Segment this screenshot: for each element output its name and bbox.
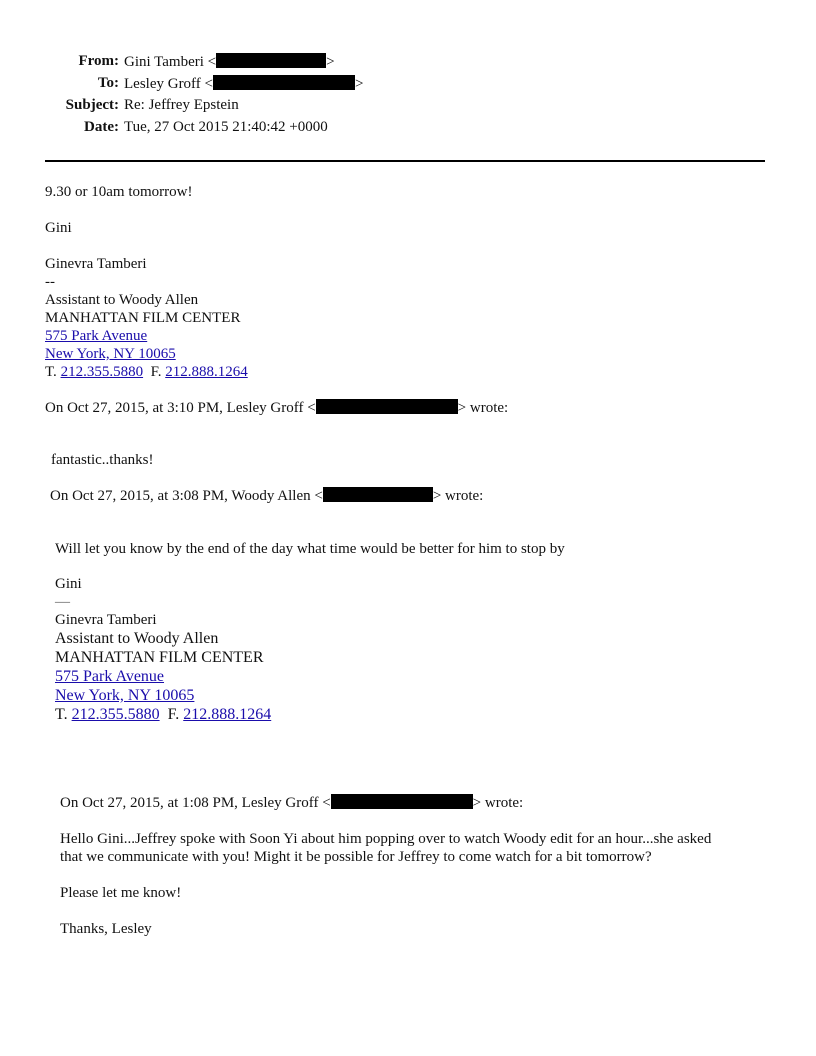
to-label: To: xyxy=(97,75,119,91)
to-close: > xyxy=(355,76,364,92)
quote-intro xyxy=(45,399,508,417)
sig-dash: -- xyxy=(45,274,55,290)
fax-label: F. xyxy=(150,364,162,380)
fax-label: F. xyxy=(167,706,180,723)
sig-address-link[interactable]: 575 Park Avenue xyxy=(55,668,165,685)
sig-city-link[interactable]: New York, NY 10065 xyxy=(55,687,195,704)
sig-name: Ginevra Tamberi xyxy=(55,612,157,628)
quote-intro-text: On Oct 27, 2015, at 1:08 PM, Lesley Groff < xyxy=(60,795,331,811)
date-row xyxy=(0,119,816,137)
sig-address-link[interactable]: 575 Park Avenue xyxy=(45,328,148,344)
sig-name: Ginevra Tamberi xyxy=(45,256,147,272)
quote-body-line: Hello Gini...Jeffrey spoke with Soon Yi about him popping over to watch Woody edit for an hour...she asked xyxy=(60,831,712,847)
from-value: Gini Tamberi < xyxy=(124,54,217,70)
message-body: 9.30 or 10am tomorrow! xyxy=(45,184,193,200)
signoff: Gini xyxy=(45,220,72,236)
subject-row xyxy=(0,97,816,115)
date-value: Tue, 27 Oct 2015 21:40:42 +0000 xyxy=(124,119,328,135)
from-close: > xyxy=(326,54,335,70)
redaction-bar xyxy=(216,53,326,68)
quote-body: Will let you know by the end of the day what time would be better for him to stop by xyxy=(55,541,565,557)
redaction-bar xyxy=(331,794,473,809)
from-row xyxy=(0,53,816,71)
quote-intro-text: On Oct 27, 2015, at 3:10 PM, Lesley Groff < xyxy=(45,400,316,416)
quote-intro-text: On Oct 27, 2015, at 3:08 PM, Woody Allen < xyxy=(50,488,323,504)
quote-body-line: that we communicate with you! Might it be possible for Jeffrey to come watch for a bit tomorrow? xyxy=(60,849,652,865)
redaction-bar xyxy=(323,487,433,502)
signoff: Gini xyxy=(55,576,82,592)
to-value: Lesley Groff < xyxy=(124,76,213,92)
sig-dash: — xyxy=(55,594,70,610)
header-divider xyxy=(45,160,765,162)
quote-wrote: > wrote: xyxy=(472,795,524,811)
date-label: Date: xyxy=(84,119,119,135)
redaction-bar xyxy=(316,399,458,414)
sig-phone-line xyxy=(55,706,271,724)
quote-intro xyxy=(60,794,523,812)
sig-company: MANHATTAN FILM CENTER xyxy=(45,310,241,326)
phone-label: T. xyxy=(55,706,68,723)
redaction-bar xyxy=(213,75,355,90)
sig-city-link[interactable]: New York, NY 10065 xyxy=(45,346,176,362)
sig-company: MANHATTAN FILM CENTER xyxy=(55,649,264,666)
phone-link[interactable]: 212.355.5880 xyxy=(71,706,160,723)
sig-title: Assistant to Woody Allen xyxy=(55,630,219,647)
to-row xyxy=(0,75,816,93)
quote-wrote: > wrote: xyxy=(457,400,509,416)
subject-value: Re: Jeffrey Epstein xyxy=(124,97,239,113)
fax-link[interactable]: 212.888.1264 xyxy=(183,706,272,723)
quote-wrote: > wrote: xyxy=(432,488,484,504)
fax-link[interactable]: 212.888.1264 xyxy=(165,364,248,380)
sig-phone-line xyxy=(45,363,248,381)
quote-intro xyxy=(50,487,483,505)
quote-body: fantastic..thanks! xyxy=(51,452,154,468)
subject-label: Subject: xyxy=(65,97,119,113)
signoff: Thanks, Lesley xyxy=(60,921,152,937)
phone-link[interactable]: 212.355.5880 xyxy=(60,364,144,380)
sig-title: Assistant to Woody Allen xyxy=(45,292,199,308)
quote-body: Please let me know! xyxy=(60,885,182,901)
from-label: From: xyxy=(78,53,119,69)
phone-label: T. xyxy=(45,364,57,380)
